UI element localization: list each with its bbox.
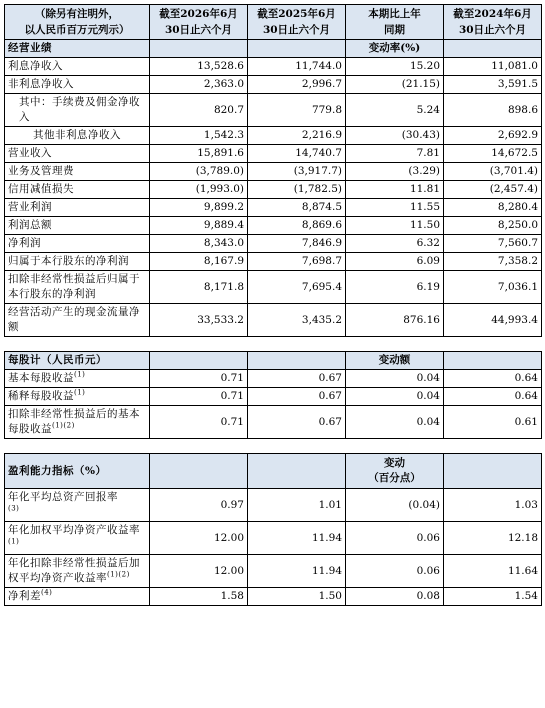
header-note: （除另有注明外， 以人民币百万元列示） xyxy=(5,5,150,40)
table-row: 年化加权平均净资产收益率$^{(1)}$ 12.00 11.94 0.06 12.18 xyxy=(5,522,542,555)
section-change-label: 变动 （百分点） xyxy=(346,454,444,489)
table-row: 经营活动产生的现金流量净额 33,533.2 3,435.2 876.16 44,993.4 xyxy=(5,304,542,337)
section-header-per-share xyxy=(5,352,542,370)
table-row: 业务及管理费 (3,789.0) (3,917.7) (3.29) (3,701.4) xyxy=(5,163,542,181)
table-row: 营业收入 15,891.6 14,740.7 7.81 14,672.5 xyxy=(5,145,542,163)
table-row: 年化平均总资产回报率 $^{(3)}$ 0.97 1.01 (0.04) 1.03 xyxy=(5,489,542,522)
section-title: 每股计（人民币元） xyxy=(5,352,150,370)
table-row: 其中：手续费及佣金净收入 820.7 779.8 5.24 898.6 xyxy=(5,94,542,127)
header-2024: 截至2024年6月 30日止六个月 xyxy=(444,5,542,40)
table-row: 净利润 8,343.0 7,846.9 6.32 7,560.7 xyxy=(5,235,542,253)
section-change-label: 变动额 xyxy=(346,352,444,370)
header-2025: 截至2025年6月 30日止六个月 xyxy=(248,5,346,40)
section-header-operating-results xyxy=(5,40,542,58)
section-title: 盈利能力指标（%） xyxy=(5,454,150,489)
table-row: 利润总额 9,889.4 8,869.6 11.50 8,250.0 xyxy=(5,217,542,235)
section-header-profitability xyxy=(5,454,542,489)
table-row: 基本每股收益$^{(1)}$ 0.71 0.67 0.04 0.64 xyxy=(5,370,542,388)
financial-summary-table xyxy=(4,4,542,606)
table-header-row xyxy=(5,5,542,40)
header-change: 本期比上年 同期 xyxy=(346,5,444,40)
table-row: 其他非利息净收入 1,542.3 2,216.9 (30.43) 2,692.9 xyxy=(5,127,542,145)
table-row: 利息净收入 13,528.6 11,744.0 15.20 11,081.0 xyxy=(5,58,542,76)
table-row: 净利差$^{(4)}$ 1.58 1.50 0.08 1.54 xyxy=(5,588,542,606)
header-2026: 截至2026年6月 30日止六个月 xyxy=(150,5,248,40)
table-row: 信用减值损失 (1,993.0) (1,782.5) 11.81 (2,457.4) xyxy=(5,181,542,199)
section-change-label: 变动率(%) xyxy=(346,40,444,58)
section-spacer xyxy=(5,439,542,454)
table-row: 年化扣除非经常性损益后加权平均净资产收益率$^{(1)(2)}$ 12.00 11.94 0.06 11.64 xyxy=(5,555,542,588)
table-row: 归属于本行股东的净利润 8,167.9 7,698.7 6.09 7,358.2 xyxy=(5,253,542,271)
section-title: 经营业绩 xyxy=(5,40,150,58)
table-row: 扣除非经常性损益后归属于本行股东的净利润 8,171.8 7,695.4 6.19 7,036.1 xyxy=(5,271,542,304)
table-row: 稀释每股收益$^{(1)}$ 0.71 0.67 0.04 0.64 xyxy=(5,388,542,406)
table-row: 扣除非经常性损益后的基本每股收益$^{(1)(2)}$ 0.71 0.67 0.04 0.61 xyxy=(5,406,542,439)
table-row: 非利息净收入 2,363.0 2,996.7 (21.15) 3,591.5 xyxy=(5,76,542,94)
table-row: 营业利润 9,899.2 8,874.5 11.55 8,280.4 xyxy=(5,199,542,217)
section-spacer xyxy=(5,337,542,352)
